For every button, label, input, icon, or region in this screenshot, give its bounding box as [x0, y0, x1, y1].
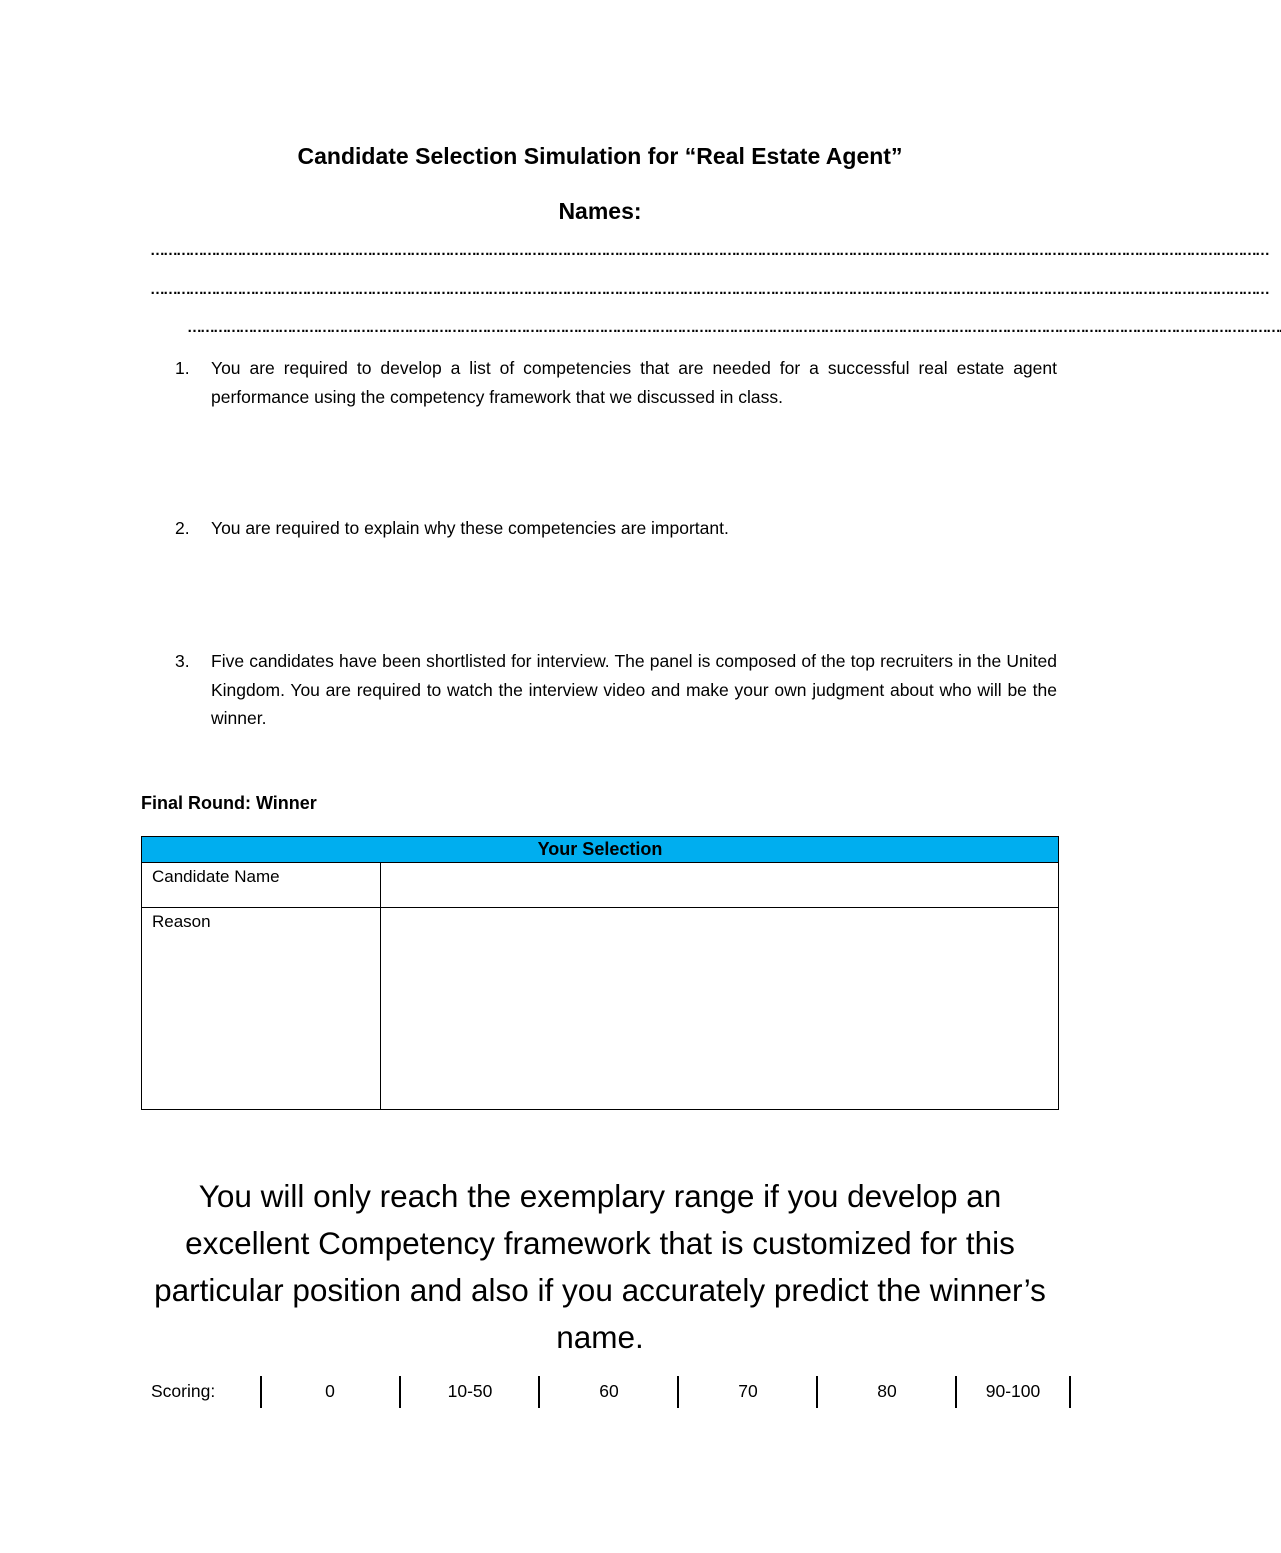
- instruction-number: 2.: [175, 518, 190, 538]
- scoring-divider: [399, 1376, 401, 1408]
- scoring-divider: [677, 1376, 679, 1408]
- names-label: Names:: [558, 198, 642, 224]
- scoring-value: 10-50: [447, 1381, 493, 1401]
- selection-table-header: Your Selection: [142, 837, 1059, 863]
- names-dotted-line-2: ……………………………………………………………………………………………………………………………………………………………………………………………………………………………………: [150, 281, 1268, 298]
- names-dotted-line-1: ……………………………………………………………………………………………………………………………………………………………………………………………………………………………………: [150, 242, 1268, 259]
- instruction-number: 1.: [175, 358, 190, 378]
- scoring-divider: [1069, 1376, 1071, 1408]
- scoring-value: 70: [738, 1381, 758, 1401]
- scoring-scale: [0, 1376, 1200, 1408]
- instruction-text: You are required to explain why these competencies are important.: [211, 518, 729, 538]
- scoring-label: Scoring:: [151, 1381, 216, 1401]
- exemplary-range-note: You will only reach the exemplary range if you develop an excellent Competency framework that is customized for this particular position and also if you accurately predict the winner’s name.: [154, 1178, 1046, 1355]
- table-row: [142, 863, 1059, 908]
- scoring-divider: [955, 1376, 957, 1408]
- instruction-text: You are required to develop a list of competencies that are needed for a successful real estate agent performance using the competency framework that we discussed in class.: [211, 358, 1057, 407]
- reason-label: Reason: [142, 908, 381, 1110]
- candidate-name-field[interactable]: [381, 863, 1059, 908]
- instruction-item: [175, 514, 1057, 543]
- scoring-value: 90-100: [985, 1381, 1041, 1401]
- instruction-number: 3.: [175, 651, 190, 671]
- candidate-name-label: Candidate Name: [142, 863, 381, 908]
- instruction-item: [175, 647, 1057, 733]
- scoring-divider: [538, 1376, 540, 1408]
- scoring-divider: [816, 1376, 818, 1408]
- instruction-item: [175, 354, 1057, 411]
- instruction-text: Five candidates have been shortlisted for interview. The panel is composed of the top recruiters in the United Kingdom. You are required to watch the interview video and make your own judgment about who will be the winner.: [211, 651, 1057, 728]
- names-dotted-line-3: ……………………………………………………………………………………………………………………………………………………………………………………………………………………………….: [187, 319, 1281, 336]
- reason-field[interactable]: [381, 908, 1059, 1110]
- final-round-heading: Final Round: Winner: [141, 793, 317, 813]
- scoring-value: 80: [877, 1381, 897, 1401]
- table-row: [142, 908, 1059, 1110]
- selection-table: [141, 836, 1059, 1110]
- scoring-value: 0: [325, 1381, 335, 1401]
- scoring-divider: [260, 1376, 262, 1408]
- document-title: Candidate Selection Simulation for “Real Estate Agent”: [297, 143, 903, 169]
- scoring-value: 60: [599, 1381, 619, 1401]
